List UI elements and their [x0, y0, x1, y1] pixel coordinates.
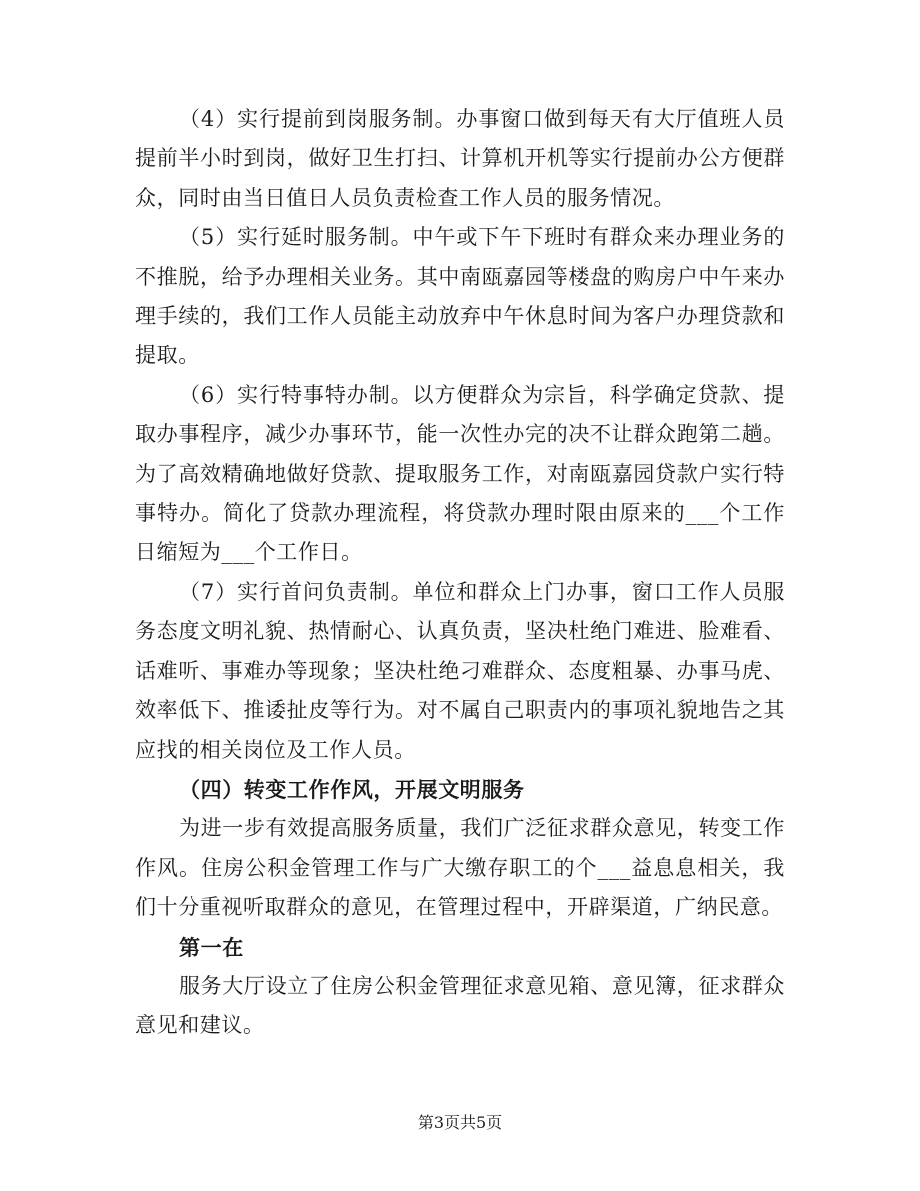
- subheading-first: 第一在: [179, 934, 244, 960]
- section-heading-4: （四）转变工作作风，开展文明服务: [179, 776, 525, 802]
- paragraph-item-7: （7）实行首问负责制。单位和群众上门办事，窗口工作人员服务态度文明礼貌、热情耐心、认真负责，坚决杜绝门难进、脸难看、话难听、事难办等现象；坚决杜绝刁难群众、态度粗暴、办事马虎、效率低下、推诿扯皮等行为。对不属自己职责内的事项礼貌地告之其应找的相关岗位及工作人员。: [135, 579, 785, 762]
- page-number-footer: 第3页共5页: [417, 1113, 503, 1132]
- paragraph-suggestion-box: 服务大厅设立了住房公积金管理征求意见箱、意见簿，征求群众意见和建议。: [135, 973, 785, 1038]
- paragraph-item-5: （5）实行延时服务制。中午或下午下班时有群众来办理业务的不推脱，给予办理相关业务。其中南瓯嘉园等楼盘的购房户中午来办理手续的，我们工作人员能主动放弃中午休息时间为客户办理贷款和提取。: [135, 225, 785, 368]
- paragraph-item-6: （6）实行特事特办制。以方便群众为宗旨，科学确定贷款、提取办事程序，减少办事环节，能一次性办完的决不让群众跑第二趟。为了高效精确地做好贷款、提取服务工作，对南瓯嘉园贷款户实行特事特办。简化了贷款办理流程，将贷款办理时限由原来的___个工作日缩短为___个工作日。: [135, 382, 785, 565]
- paragraph-feedback: 为进一步有效提高服务质量，我们广泛征求群众意见，转变工作作风。住房公积金管理工作与广大缴存职工的个___益息息相关，我们十分重视听取群众的意见，在管理过程中，开辟渠道，广纳民意。: [135, 816, 785, 920]
- paragraph-item-4: （4）实行提前到岗服务制。办事窗口做到每天有大厅值班人员提前半小时到岗，做好卫生打扫、计算机开机等实行提前办公方便群众，同时由当日值日人员负责检查工作人员的服务情况。: [135, 107, 785, 210]
- document-body: [135, 100, 785, 1046]
